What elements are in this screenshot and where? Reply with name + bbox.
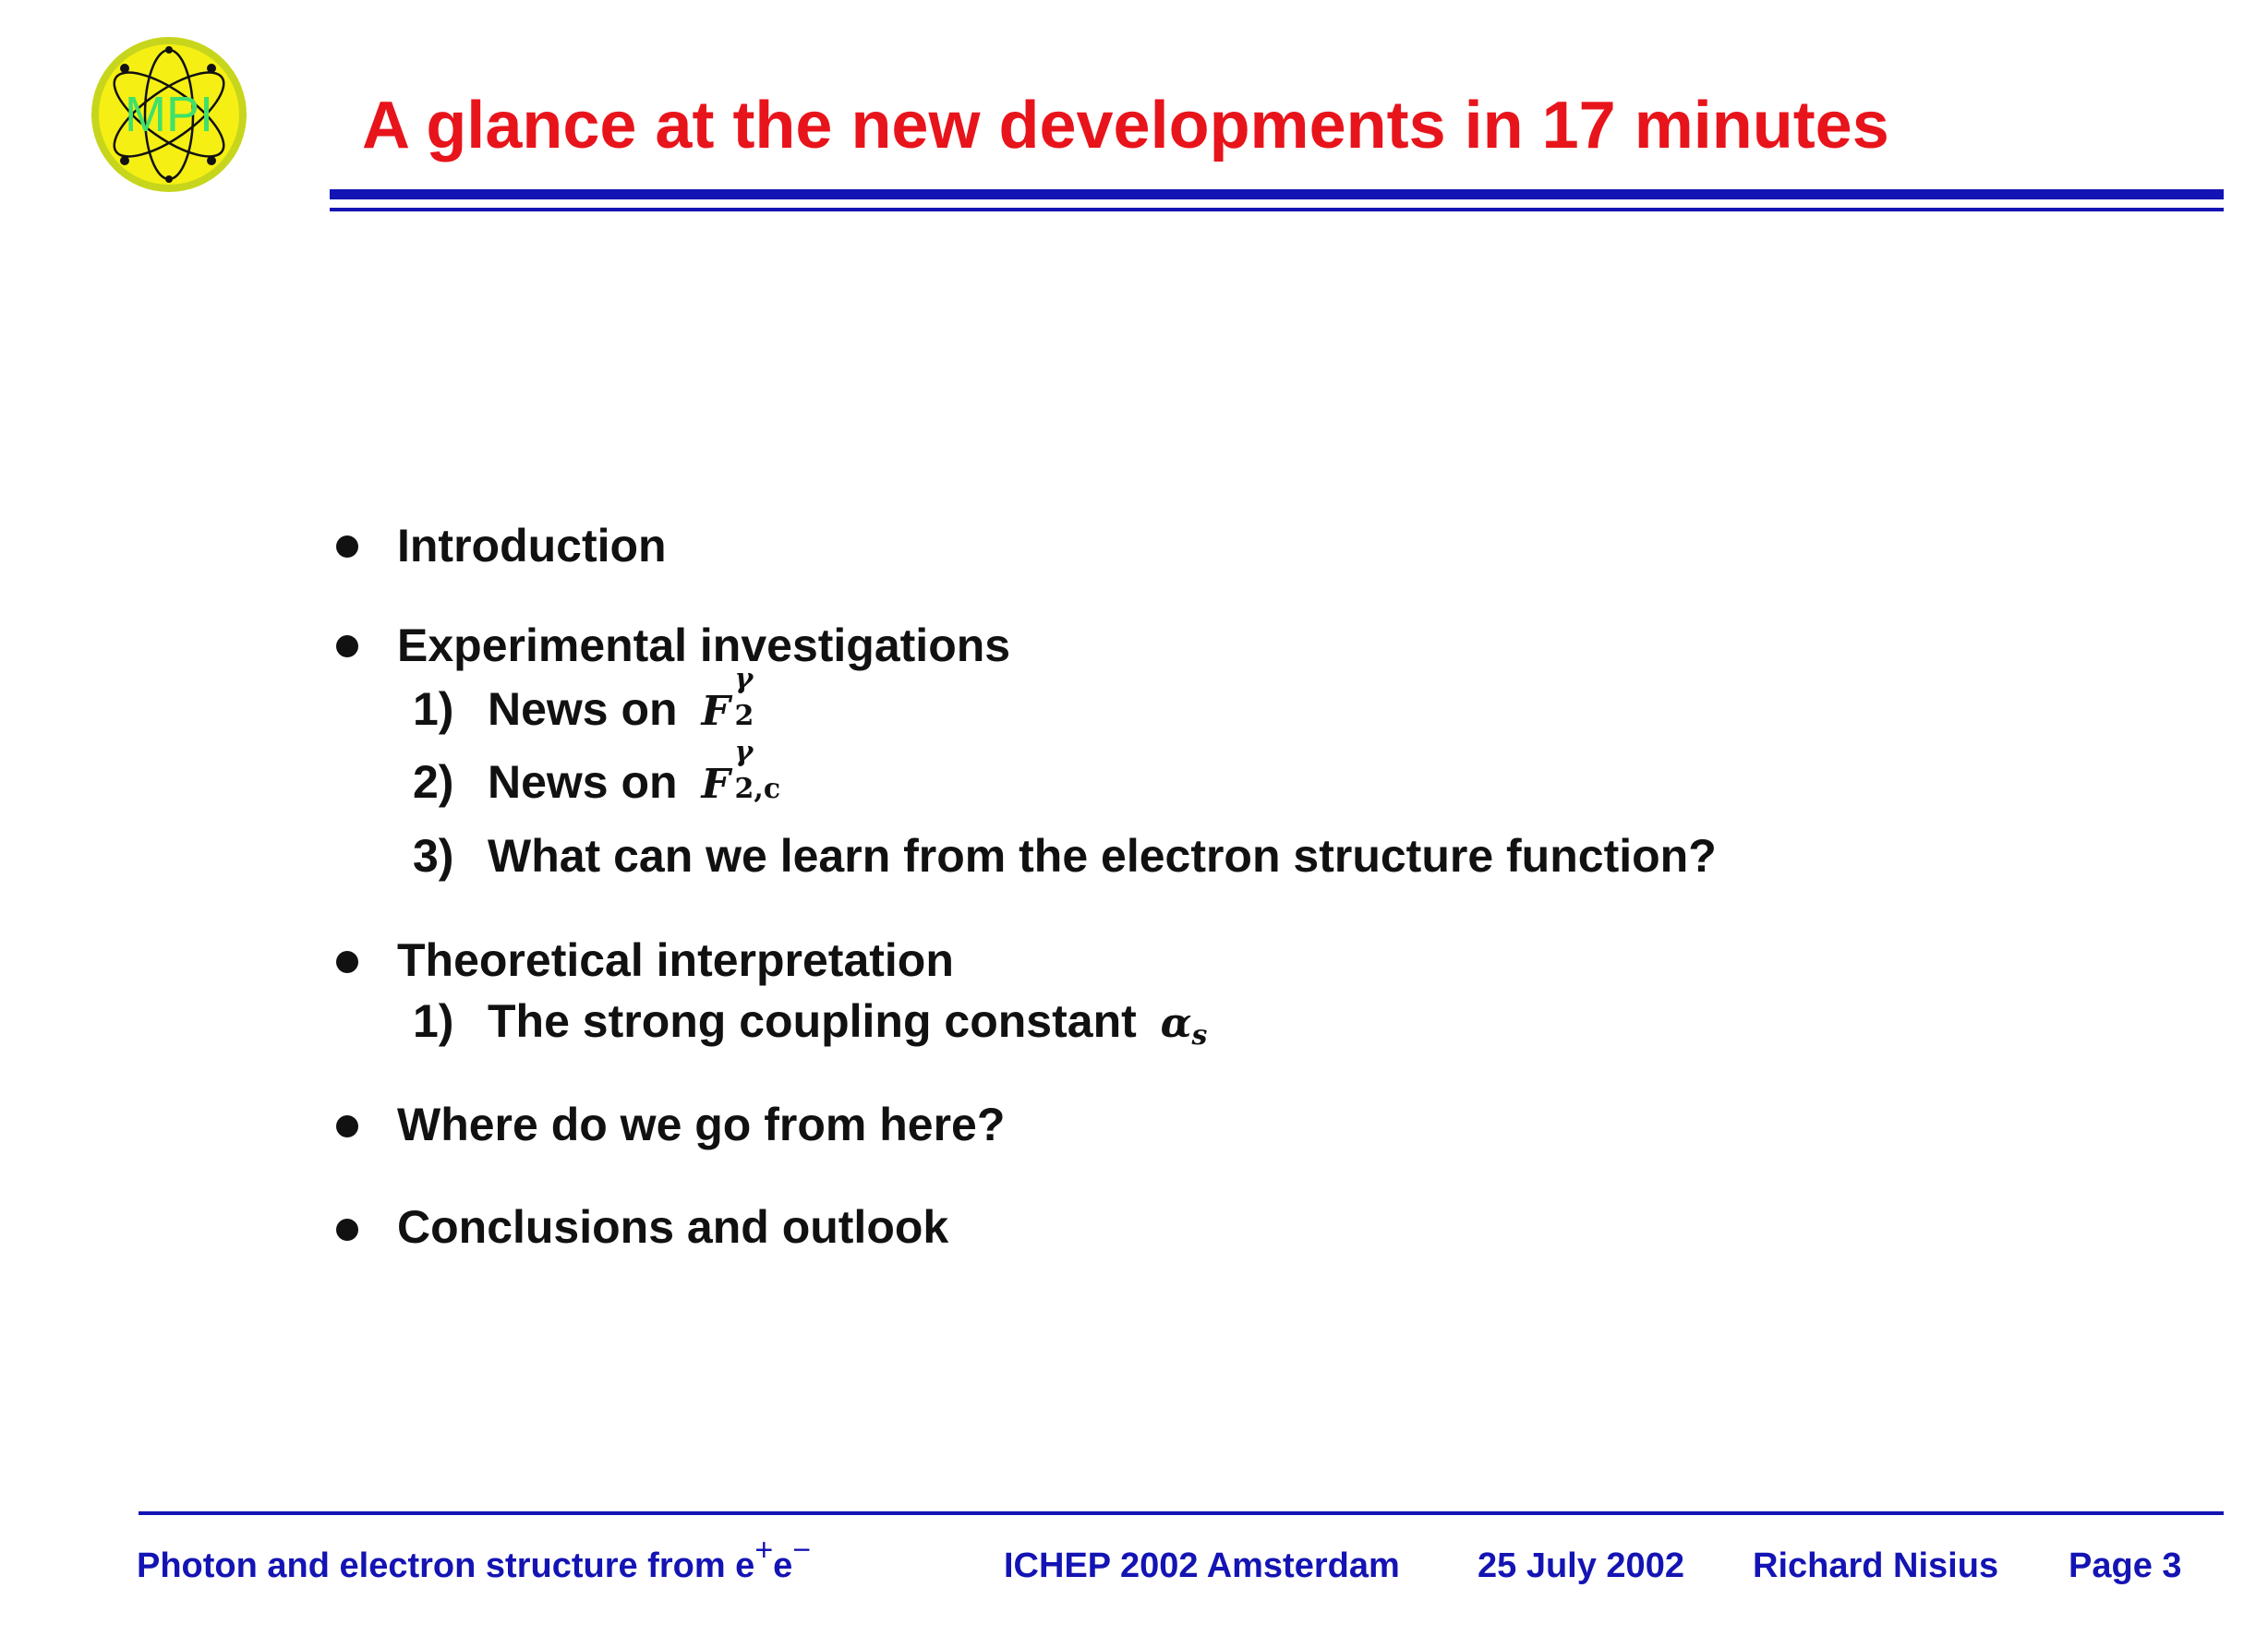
footer-date: 25 July 2002 bbox=[1478, 1546, 1684, 1585]
subitem-electron-structure: What can we learn from the electron structure function? bbox=[488, 830, 1717, 882]
agenda-item-introduction: Introduction bbox=[397, 520, 667, 571]
slide-title: A glance at the new developments in 17 minutes bbox=[362, 89, 1889, 162]
footer-conference: ICHEP 2002 Amsterdam bbox=[1004, 1546, 1400, 1585]
bullet-dot bbox=[336, 635, 358, 657]
math-alpha: α bbox=[1160, 1000, 1192, 1047]
subitem-text: The strong coupling constant bbox=[488, 995, 1137, 1047]
footer-author: Richard Nisius bbox=[1753, 1546, 1999, 1585]
math-f2c-gamma: F γ 2,c bbox=[701, 736, 781, 808]
subitem-news-f2c-gamma bbox=[488, 736, 794, 808]
math-alpha-subscript: s bbox=[1191, 1019, 1208, 1052]
subitem-number: 1) bbox=[413, 683, 454, 735]
bullet-dot bbox=[336, 951, 358, 973]
agenda-item-conclusions: Conclusions and outlook bbox=[397, 1201, 949, 1253]
agenda-item-theoretical: Theoretical interpretation bbox=[397, 934, 954, 986]
bullet-dot bbox=[336, 1219, 358, 1241]
bullet-dot bbox=[336, 1115, 358, 1137]
subitem-text: News on bbox=[488, 756, 678, 808]
subitem-number: 1) bbox=[413, 995, 454, 1047]
agenda-item-where: Where do we go from here? bbox=[397, 1099, 1006, 1150]
subitem-text: News on bbox=[488, 683, 678, 735]
footer-page-number: Page 3 bbox=[2069, 1546, 2182, 1585]
bullet-dot bbox=[336, 535, 358, 558]
subitem-number: 2) bbox=[413, 756, 454, 808]
subitem-strong-coupling bbox=[488, 995, 1208, 1052]
math-f2-gamma: F γ 2 bbox=[701, 663, 754, 735]
agenda-item-experimental: Experimental investigations bbox=[397, 620, 1011, 671]
subitem-number: 3) bbox=[413, 830, 454, 882]
footer-talk-title: Photon and electron structure from e+e− bbox=[137, 1533, 812, 1585]
logo-text: MPI bbox=[124, 87, 214, 142]
footer-rule bbox=[139, 1511, 2224, 1515]
subitem-news-f2gamma bbox=[488, 663, 766, 735]
